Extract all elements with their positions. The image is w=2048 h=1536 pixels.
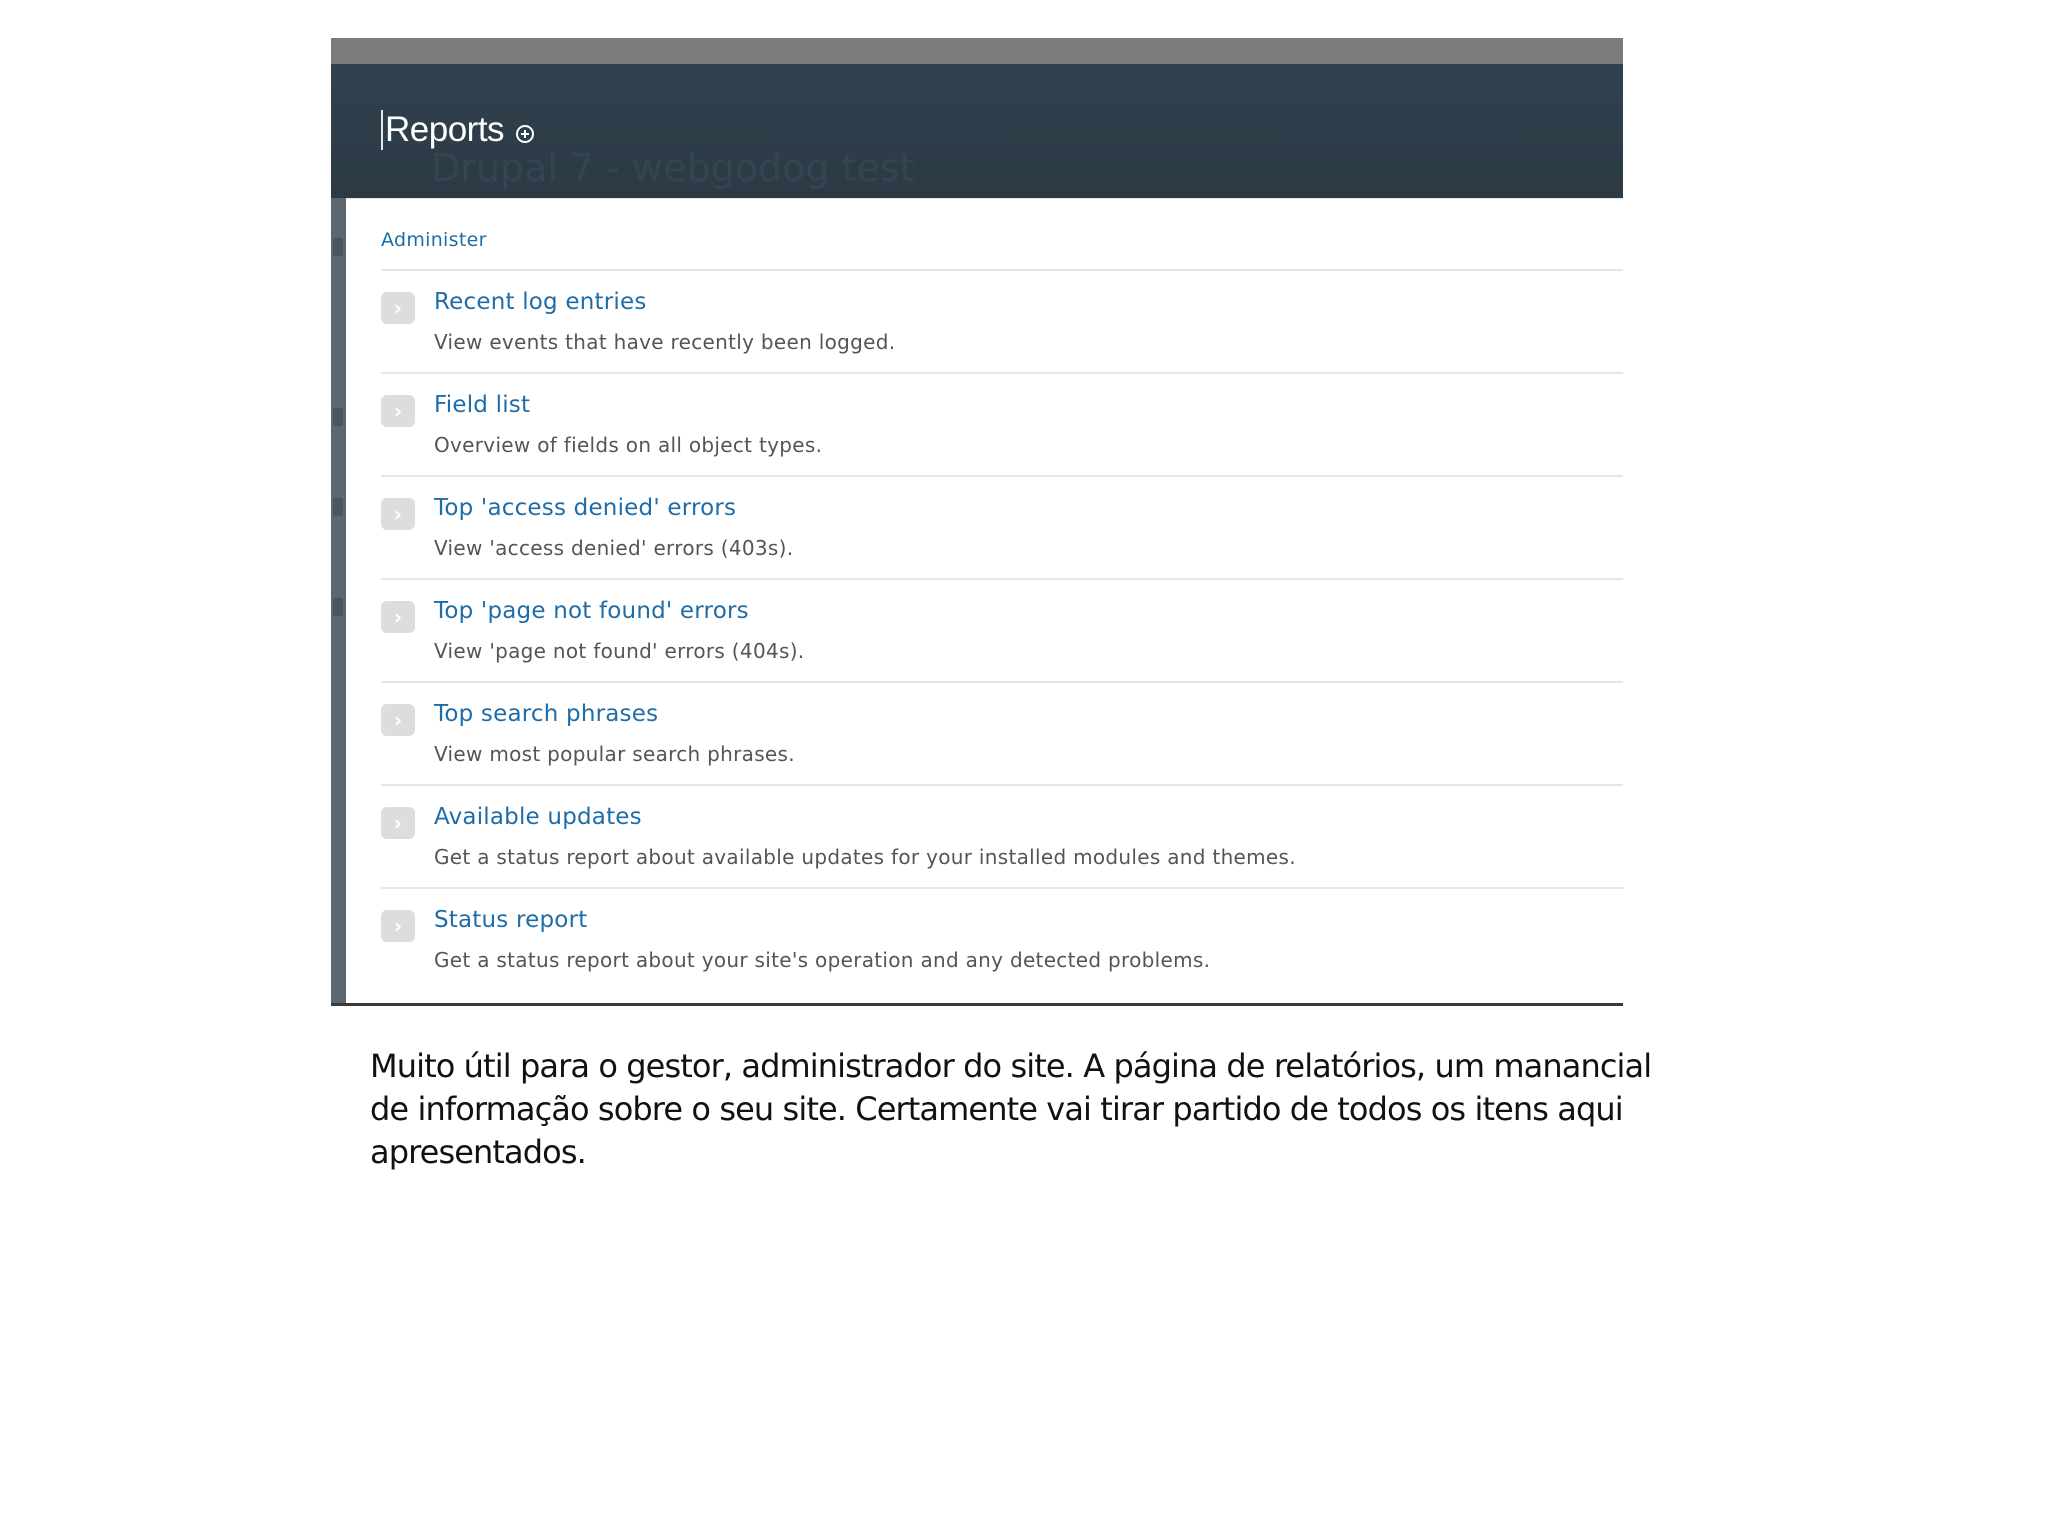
- item-description: Get a status report about available updates for your installed modules and themes.: [434, 845, 1296, 869]
- link-top-search-phrases[interactable]: Top search phrases: [434, 701, 659, 727]
- link-status-report[interactable]: Status report: [434, 907, 588, 933]
- page-title: Reports: [385, 110, 505, 149]
- list-item: [381, 374, 1623, 477]
- browser-toolbar: [331, 38, 1623, 64]
- list-item: [381, 580, 1623, 683]
- breadcrumb-administer[interactable]: Administer: [381, 229, 487, 251]
- link-field-list[interactable]: Field list: [434, 392, 531, 418]
- sidebar-mark: [333, 498, 343, 516]
- chevron-right-icon[interactable]: ›: [381, 601, 415, 633]
- item-description: View events that have recently been logged.: [434, 330, 896, 354]
- item-description: View 'page not found' errors (404s).: [434, 639, 805, 663]
- list-item: [381, 786, 1623, 889]
- chevron-right-icon[interactable]: ›: [381, 395, 415, 427]
- list-item: [381, 477, 1623, 580]
- item-description: Overview of fields on all object types.: [434, 433, 823, 457]
- slide-caption: Muito útil para o gestor, administrador do site. A página de relatórios, um manancial de informação sobre o seu site. Certamente vai tirar partido de todos os itens aqui apresentados.: [370, 1047, 1652, 1171]
- list-item: [381, 889, 1623, 992]
- content-panel: [346, 198, 1623, 1004]
- link-top-access-denied[interactable]: Top 'access denied' errors: [434, 495, 737, 521]
- page-title-area: [381, 110, 534, 150]
- sidebar-mark: [333, 598, 343, 616]
- screenshot-bottom-border: [331, 1003, 1623, 1006]
- sidebar-mark: [333, 238, 343, 256]
- list-item: [381, 683, 1623, 786]
- chevron-right-icon[interactable]: ›: [381, 292, 415, 324]
- list-item: [381, 271, 1623, 374]
- sidebar-mark: [333, 408, 343, 426]
- link-available-updates[interactable]: Available updates: [434, 804, 642, 830]
- item-description: View most popular search phrases.: [434, 742, 795, 766]
- reports-screenshot: [331, 38, 1623, 1006]
- item-description: View 'access denied' errors (403s).: [434, 536, 794, 560]
- link-top-page-not-found[interactable]: Top 'page not found' errors: [434, 598, 749, 624]
- chevron-right-icon[interactable]: ›: [381, 910, 415, 942]
- add-shortcut-icon[interactable]: [516, 125, 534, 143]
- site-name-ghost: Drupal 7 - webgodog test: [431, 146, 915, 190]
- link-recent-log-entries[interactable]: Recent log entries: [434, 289, 647, 315]
- chevron-right-icon[interactable]: ›: [381, 498, 415, 530]
- item-description: Get a status report about your site's operation and any detected problems.: [434, 948, 1211, 972]
- chevron-right-icon[interactable]: ›: [381, 807, 415, 839]
- reports-list: [381, 269, 1623, 992]
- sidebar-strip: [331, 198, 346, 1006]
- chevron-right-icon[interactable]: ›: [381, 704, 415, 736]
